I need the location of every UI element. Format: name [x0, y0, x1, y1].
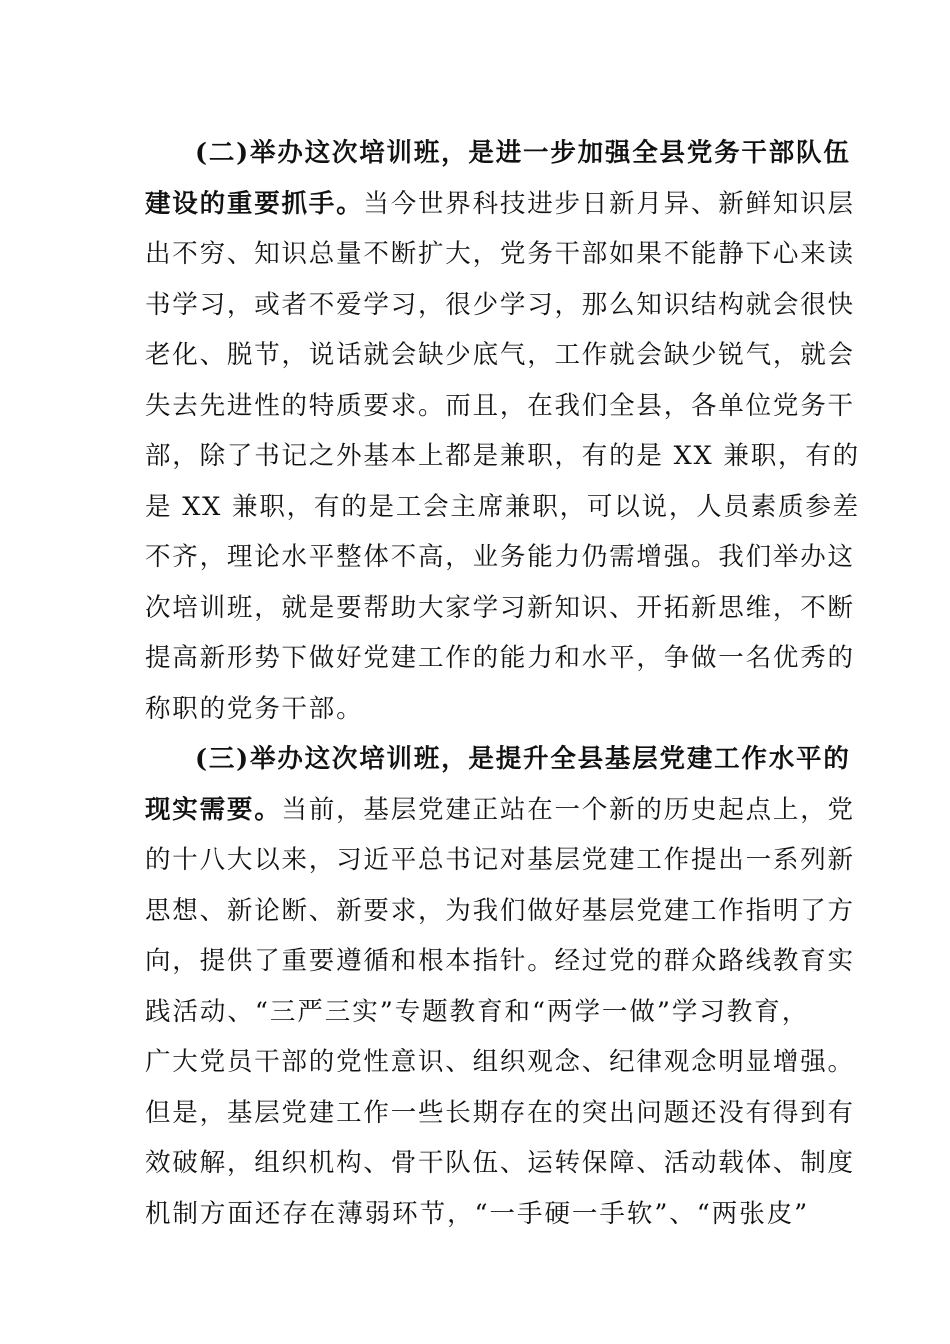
paragraph-lead: 现实需要。 — [145, 794, 282, 825]
text-line — [145, 1189, 809, 1240]
text-line — [145, 532, 855, 583]
text-line — [145, 330, 855, 381]
line-text: 但是，基层党建工作一些长期存在的突出问题还没有得到有 — [145, 1097, 855, 1128]
text-line — [145, 936, 855, 987]
text-line — [145, 583, 855, 634]
text-line — [145, 280, 855, 331]
line-text: 出不穷、知识总量不断扩大，党务干部如果不能静下心来读 — [145, 239, 855, 269]
line-text: 向，提供了重要遵循和根本指针。经过党的群众路线教育实 — [145, 946, 855, 976]
paragraph-lead: 建设的重要抓手。 — [145, 188, 364, 219]
text-line — [145, 835, 855, 886]
text-line — [145, 1088, 855, 1139]
text-line — [145, 381, 855, 432]
line-text: 部，除了书记之外基本上都是兼职，有的是 XX 兼职，有的 — [145, 441, 860, 471]
line-text: 当前，基层党建正站在一个新的历史起点上，党 — [281, 794, 855, 825]
line-text: 的十八大以来，习近平总书记对基层党建工作提出一系列新 — [145, 845, 855, 875]
line-text: 思想、新论断、新要求，为我们做好基层党建工作指明了方 — [145, 895, 855, 926]
text-line — [145, 1037, 855, 1088]
text-line — [145, 431, 860, 482]
line-text: 是 XX 兼职，有的是工会主席兼职，可以说，人员素质参差 — [145, 491, 860, 522]
paragraph-lead: (三)举办这次培训班，是提升全县基层党建工作水平的 — [195, 744, 851, 774]
paragraph-lead: (二)举办这次培训班，是进一步加强全县党务干部队伍 — [195, 138, 851, 168]
line-text: 不齐，理论水平整体不高，业务能力仍需增强。我们举办这 — [145, 542, 855, 572]
document-body — [145, 128, 860, 1239]
paragraph-2 — [145, 128, 860, 734]
line-text: 称职的党务干部。 — [145, 693, 364, 724]
line-text: 失去先进性的特质要求。而且，在我们全县，各单位党务干 — [145, 390, 855, 421]
text-line — [145, 229, 855, 280]
line-text: 老化、脱节，说话就会缺少底气，工作就会缺少锐气，就会 — [145, 340, 855, 370]
line-text: 提高新形势下做好党建工作的能力和水平，争做一名优秀的 — [145, 643, 855, 673]
text-line — [145, 684, 809, 735]
text-line — [145, 482, 860, 533]
text-line — [145, 633, 855, 684]
text-line — [145, 128, 851, 179]
line-text: 践活动、“三严三实”专题教育和“两学一做”学习教育， — [145, 996, 809, 1027]
line-text: 书学习，或者不爱学习，很少学习，那么知识结构就会很快 — [145, 289, 855, 320]
line-text: 当今世界科技进步日新月异、新鲜知识层 — [363, 188, 855, 219]
paragraph-3 — [145, 734, 855, 1239]
text-line — [145, 886, 855, 937]
line-text: 机制方面还存在薄弱环节，“一手硬一手软”、“两张皮” — [145, 1198, 809, 1229]
line-text: 广大党员干部的党性意识、组织观念、纪律观念明显增强。 — [145, 1047, 855, 1077]
text-line — [145, 179, 855, 230]
text-line — [145, 785, 855, 836]
text-line — [145, 1138, 855, 1189]
line-text: 次培训班，就是要帮助大家学习新知识、开拓新思维，不断 — [145, 592, 855, 623]
line-text: 效破解，组织机构、骨干队伍、运转保障、活动载体、制度 — [145, 1148, 855, 1178]
text-line — [145, 987, 809, 1038]
text-line — [145, 734, 851, 785]
